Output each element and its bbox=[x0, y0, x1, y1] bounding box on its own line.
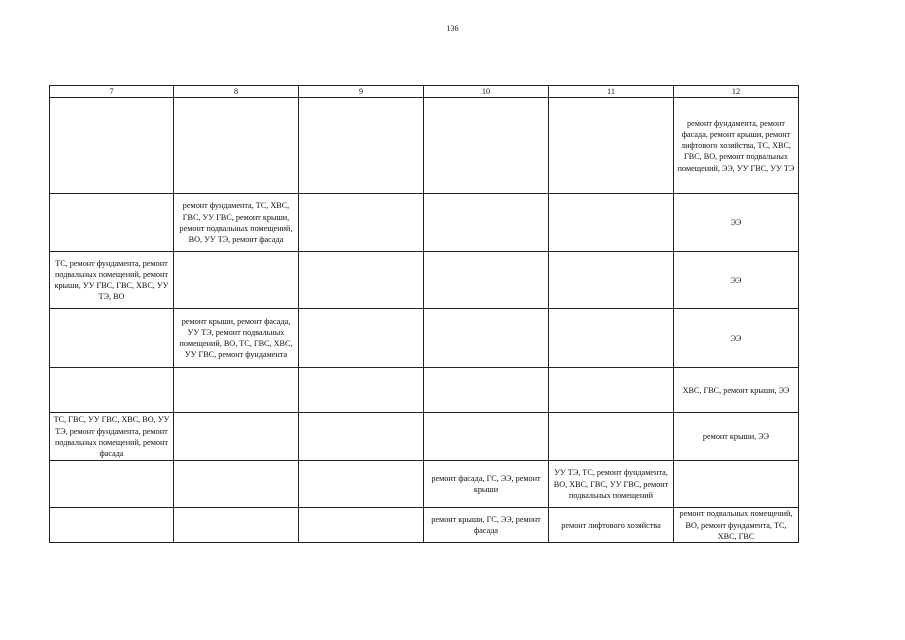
table-row bbox=[50, 508, 799, 543]
table-cell bbox=[424, 368, 549, 413]
table-cell: ТС, ГВС, УУ ГВС, ХВС, ВО, УУ ТЭ, ремонт фундамента, ремонт подвальных помещений, ремонт фасада bbox=[50, 413, 174, 461]
table-cell bbox=[299, 194, 424, 252]
table-cell: ремонт фундамента, ремонт фасада, ремонт крыши, ремонт лифтового хозяйства, ТС, ХВС, ГВС, ВО, ремонт подвальных помещений, ЭЭ, УУ ГВС, УУ ТЭ bbox=[674, 98, 799, 194]
repair-schedule-table bbox=[49, 85, 799, 543]
table-cell: ЭЭ bbox=[674, 309, 799, 368]
table-row bbox=[50, 461, 799, 508]
table-cell bbox=[299, 368, 424, 413]
table-cell bbox=[424, 194, 549, 252]
table-cell: ремонт крыши, ГС, ЭЭ, ремонт фасада bbox=[424, 508, 549, 543]
table-row bbox=[50, 194, 799, 252]
table-cell: УУ ТЭ, ТС, ремонт фундамента, ВО, ХВС, ГВС, УУ ГВС, ремонт подвальных помещений bbox=[549, 461, 674, 508]
table-row bbox=[50, 98, 799, 194]
table-row bbox=[50, 252, 799, 309]
table-cell bbox=[549, 413, 674, 461]
table-cell bbox=[174, 461, 299, 508]
column-header: 7 bbox=[50, 86, 174, 98]
table-cell bbox=[50, 461, 174, 508]
page-number: 136 bbox=[446, 24, 459, 33]
table-cell bbox=[549, 194, 674, 252]
table-cell: ТС, ремонт фундамента, ремонт подвальных помещений, ремонт крыши, УУ ГВС, ГВС, ХВС, УУ ТЭ, ВО bbox=[50, 252, 174, 309]
table-cell bbox=[424, 413, 549, 461]
table-cell bbox=[299, 508, 424, 543]
table-cell bbox=[299, 461, 424, 508]
table-row bbox=[50, 413, 799, 461]
table-cell bbox=[299, 309, 424, 368]
table-row bbox=[50, 368, 799, 413]
table-cell bbox=[424, 252, 549, 309]
table-cell bbox=[549, 368, 674, 413]
table-cell bbox=[299, 252, 424, 309]
table-cell bbox=[299, 413, 424, 461]
table-cell: ремонт фасада, ГС, ЭЭ, ремонт крыши bbox=[424, 461, 549, 508]
table-cell bbox=[549, 252, 674, 309]
table-cell: ремонт фундамента, ТС, ХВС, ГВС, УУ ГВС, ремонт крыши, ремонт подвальных помещений, ВО, УУ ТЭ, ремонт фасада bbox=[174, 194, 299, 252]
table-cell: ЭЭ bbox=[674, 252, 799, 309]
table-cell bbox=[174, 252, 299, 309]
table-cell: ремонт крыши, ЭЭ bbox=[674, 413, 799, 461]
header-row bbox=[50, 86, 799, 98]
column-header: 8 bbox=[174, 86, 299, 98]
table-cell bbox=[174, 368, 299, 413]
table-cell: ремонт подвальных помещений, ВО, ремонт фундамента, ТС, ХВС, ГВС bbox=[674, 508, 799, 543]
column-header: 11 bbox=[549, 86, 674, 98]
table-cell: ХВС, ГВС, ремонт крыши, ЭЭ bbox=[674, 368, 799, 413]
table-cell bbox=[299, 98, 424, 194]
table-cell bbox=[174, 413, 299, 461]
column-header: 10 bbox=[424, 86, 549, 98]
table-cell bbox=[424, 98, 549, 194]
table-cell bbox=[424, 309, 549, 368]
table-cell: ремонт лифтового хозяйства bbox=[549, 508, 674, 543]
column-header: 9 bbox=[299, 86, 424, 98]
table-cell: ремонт крыши, ремонт фасада, УУ ТЭ, ремонт подвальных помещений, ВО, ТС, ГВС, ХВС, УУ ГВС, ремонт фундамента bbox=[174, 309, 299, 368]
table-cell bbox=[174, 508, 299, 543]
table-cell bbox=[50, 508, 174, 543]
table-cell: ЭЭ bbox=[674, 194, 799, 252]
table-cell bbox=[50, 98, 174, 194]
table-cell bbox=[50, 194, 174, 252]
table-cell bbox=[549, 309, 674, 368]
column-header: 12 bbox=[674, 86, 799, 98]
table-cell bbox=[50, 309, 174, 368]
table-cell bbox=[174, 98, 299, 194]
table-row bbox=[50, 309, 799, 368]
table-cell bbox=[549, 98, 674, 194]
table-cell bbox=[674, 461, 799, 508]
table-cell bbox=[50, 368, 174, 413]
